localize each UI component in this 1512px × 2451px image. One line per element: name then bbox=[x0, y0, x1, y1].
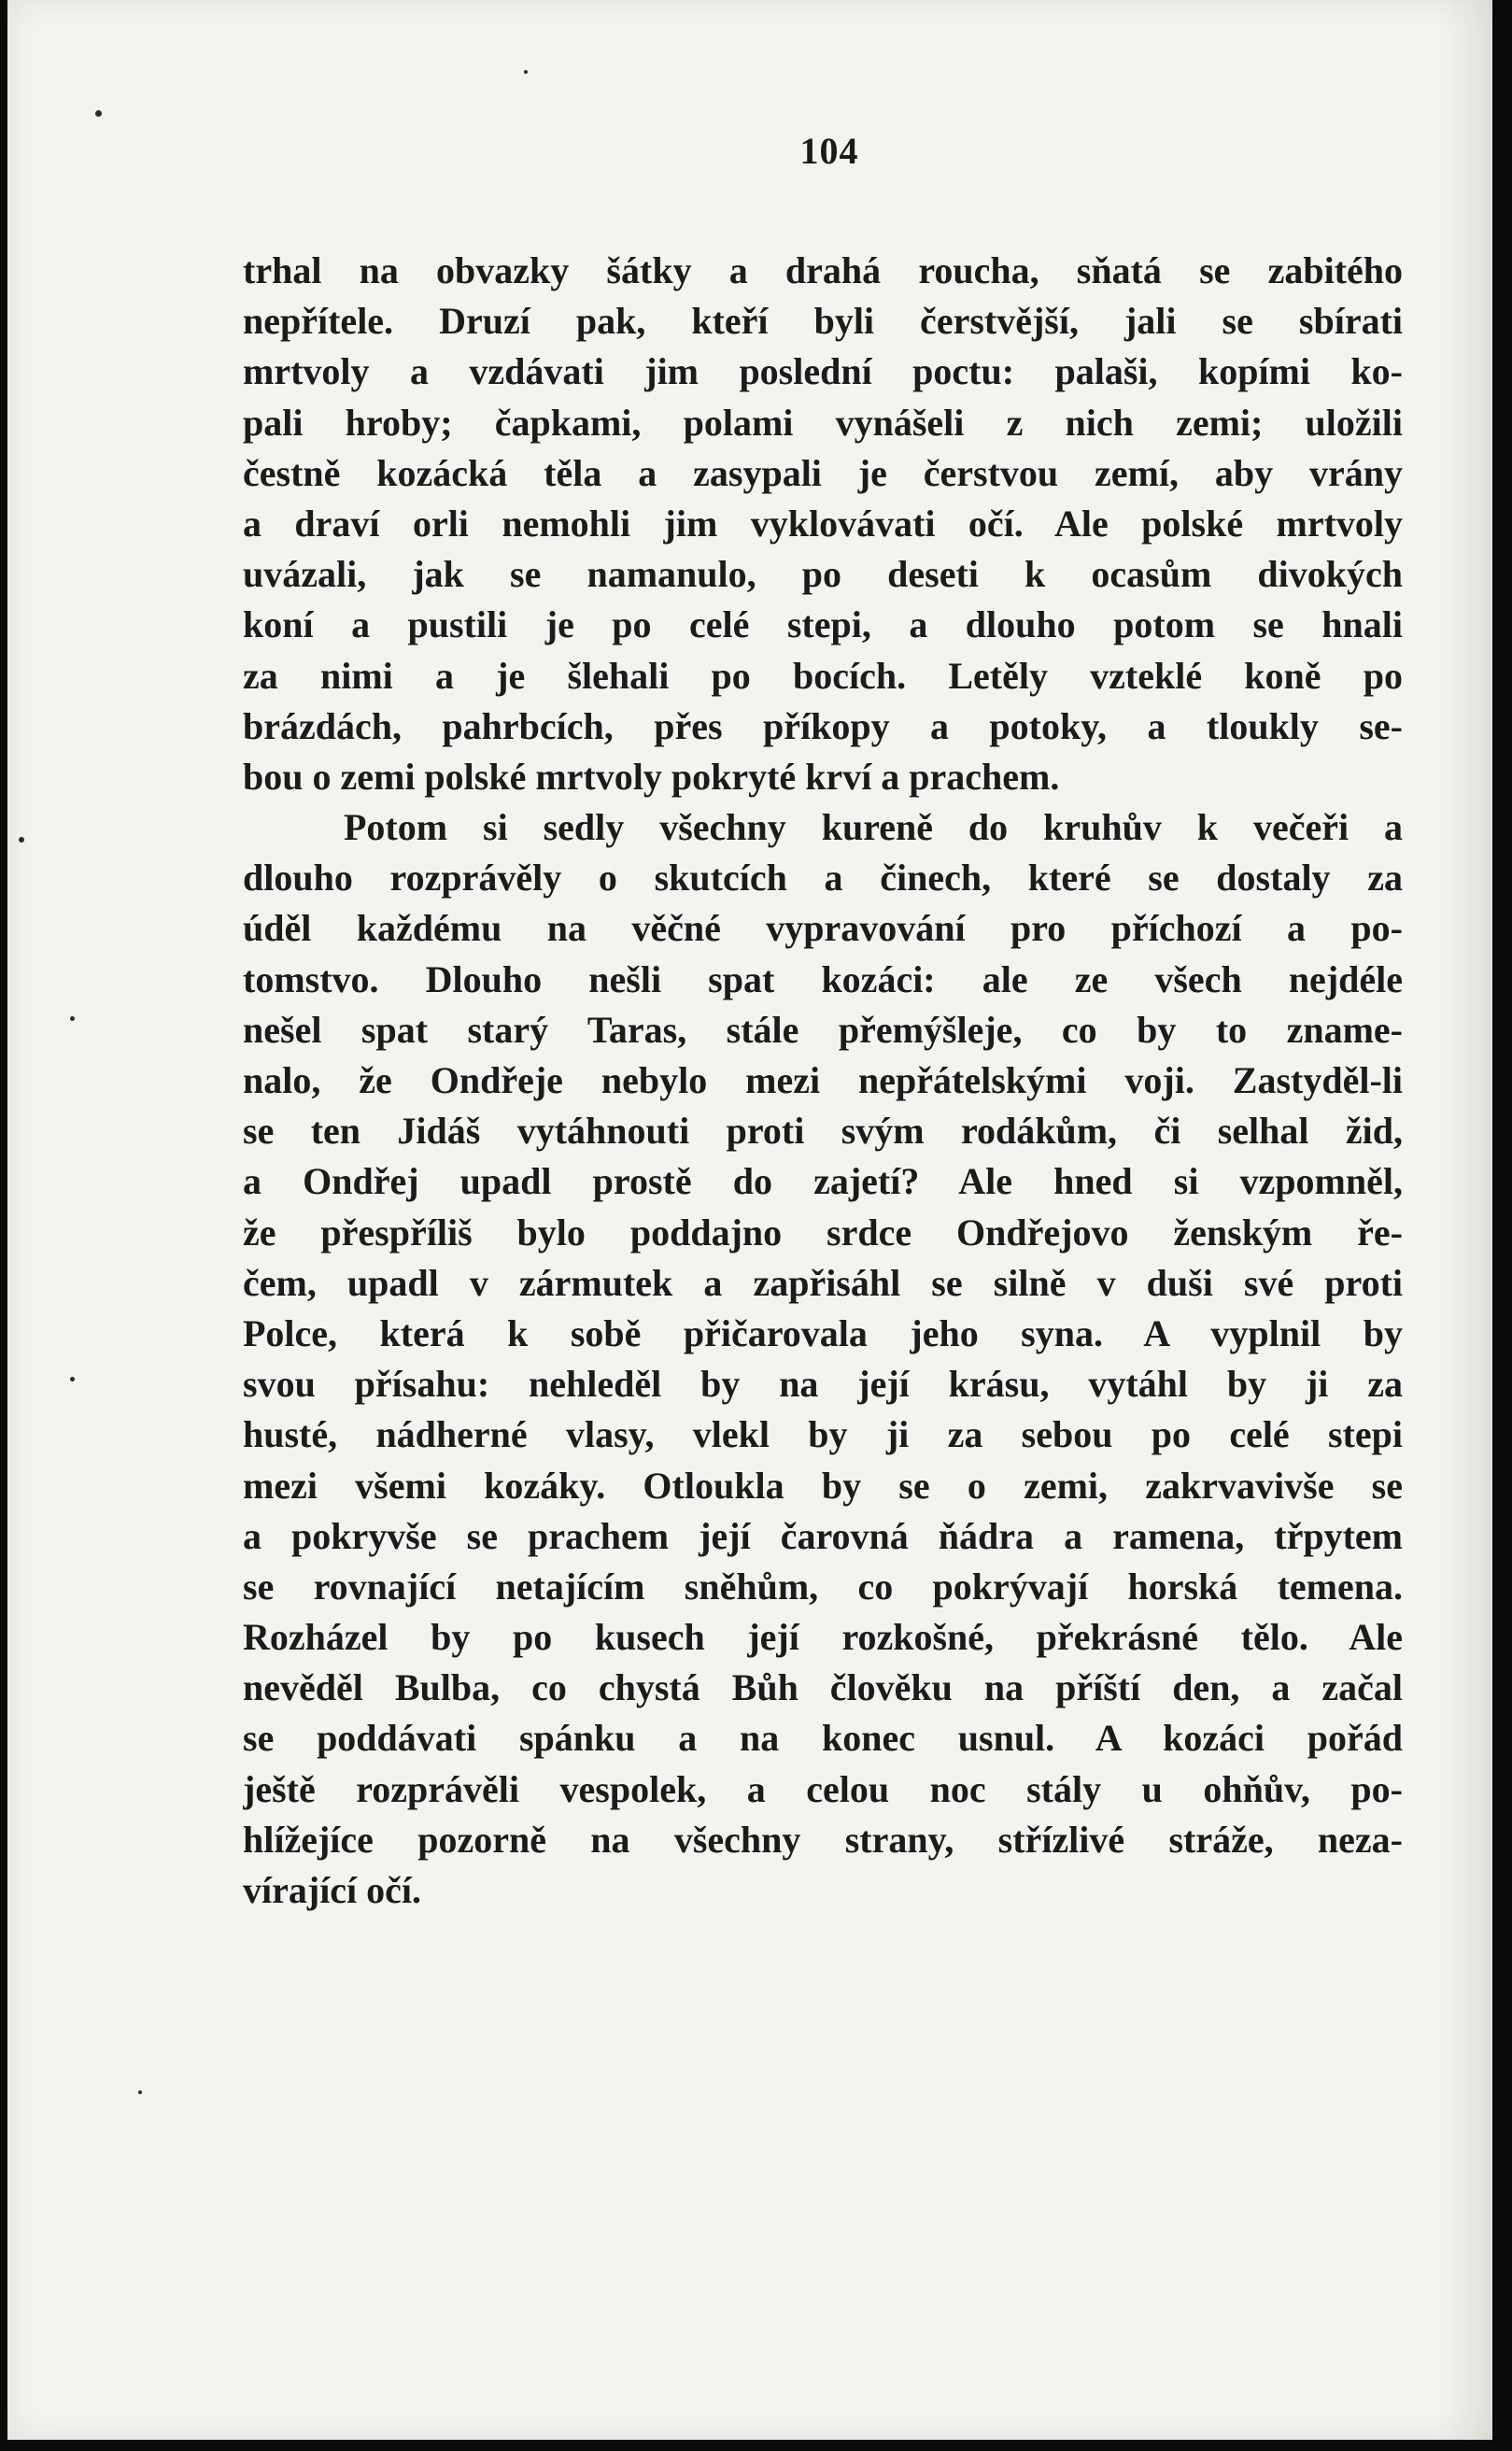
text-line: Potom si sedly všechny kureně do kruhův k večeři a bbox=[344, 806, 1403, 849]
text-line: se ten Jidáš vytáhnouti proti svým rodákům, či selhal žid, bbox=[243, 1110, 1403, 1153]
text-line: úděl každému na věčné vypravování pro příchozí a po- bbox=[243, 907, 1403, 950]
text-line: mezi všemi kozáky. Otloukla by se o zemi, zakrvavivše se bbox=[243, 1464, 1403, 1507]
text-line: tomstvo. Dlouho nešli spat kozáci: ale ze všech nejdéle bbox=[243, 957, 1403, 1000]
text-line: pali hroby; čapkami, polami vynášeli z nich zemi; uložili bbox=[243, 401, 1403, 444]
scan-speck bbox=[70, 1377, 75, 1381]
text-line: dlouho rozprávěly o skutcích a činech, které se dostaly za bbox=[243, 857, 1403, 900]
text-line: mrtvoly a vzdávati jim poslední poctu: palaši, kopími ko- bbox=[243, 350, 1403, 393]
text-line: husté, nádherné vlasy, vlekl by ji za sebou po celé stepi bbox=[243, 1413, 1403, 1456]
text-line: nalo, že Ondřeje nebylo mezi nepřátelskými voji. Zastyděl-li bbox=[243, 1059, 1403, 1101]
text-line: hlížejíce pozorně na všechny strany, střízlivé stráže, neza- bbox=[243, 1818, 1403, 1861]
text-line: svou přísahu: nehleděl by na její krásu, vytáhl by ji za bbox=[243, 1363, 1403, 1406]
scan-speck bbox=[95, 110, 102, 117]
text-line: a draví orli nemohli jim vyklovávati očí. Ale polské mrtvoly bbox=[243, 502, 1403, 545]
text-line: nevěděl Bulba, co chystá Bůh člověku na příští den, a začal bbox=[243, 1666, 1403, 1709]
text-line: že přespříliš bylo poddajno srdce Ondřejovo ženským ře- bbox=[243, 1211, 1403, 1254]
text-line: se rovnající netajícím sněhům, co pokrývají horská temena. bbox=[243, 1565, 1403, 1608]
scan-speck bbox=[19, 837, 24, 843]
text-line: nepřítele. Druzí pak, kteří byli čerstvější, jali se sbírati bbox=[243, 300, 1403, 343]
text-line: ještě rozprávěli vespolek, a celou noc stály u ohňův, po- bbox=[243, 1767, 1403, 1810]
text-line: koní a pustili je po celé stepi, a dlouho potom se hnali bbox=[243, 603, 1403, 646]
scan-speck bbox=[524, 70, 528, 74]
text-line: bou o zemi polské mrtvoly pokryté krví a prachem. bbox=[243, 755, 1060, 798]
body-text bbox=[243, 246, 1403, 1916]
text-line: uvázali, jak se namanulo, po deseti k ocasům divokých bbox=[243, 553, 1403, 596]
text-line: za nimi a je šlehali po bocích. Letěly vzteklé koně po bbox=[243, 654, 1403, 697]
page-number: 104 bbox=[799, 130, 859, 172]
text-line: čestně kozácká těla a zasypali je čerstvou zemí, aby vrány bbox=[243, 451, 1403, 494]
page-edge-shadow bbox=[1436, 0, 1492, 2440]
text-line: Polce, která k sobě přičarovala jeho syna. A vyplnil by bbox=[243, 1311, 1403, 1354]
text-line: vírající očí. bbox=[243, 1869, 422, 1911]
text-line: a Ondřej upadl prostě do zajetí? Ale hned si vzpomněl, bbox=[243, 1160, 1403, 1203]
book-page bbox=[7, 0, 1492, 2440]
scan-speck bbox=[138, 2090, 142, 2094]
text-line: Rozházel by po kusech její rozkošné, překrásné tělo. Ale bbox=[243, 1616, 1403, 1659]
text-line: nešel spat starý Taras, stále přemýšleje, co by to zname- bbox=[243, 1008, 1403, 1051]
text-line: čem, upadl v zármutek a zapřisáhl se silně v duši své proti bbox=[243, 1261, 1403, 1304]
text-line: brázdách, pahrbcích, přes příkopy a potoky, a tloukly se- bbox=[243, 704, 1403, 747]
text-line: se poddávati spánku a na konec usnul. A kozáci pořád bbox=[243, 1717, 1403, 1760]
text-line: a pokryvše se prachem její čarovná ňádra a ramena, třpytem bbox=[243, 1514, 1403, 1557]
text-line: trhal na obvazky šátky a drahá roucha, sňatá se zabitého bbox=[243, 249, 1403, 291]
scan-speck bbox=[70, 1016, 75, 1021]
